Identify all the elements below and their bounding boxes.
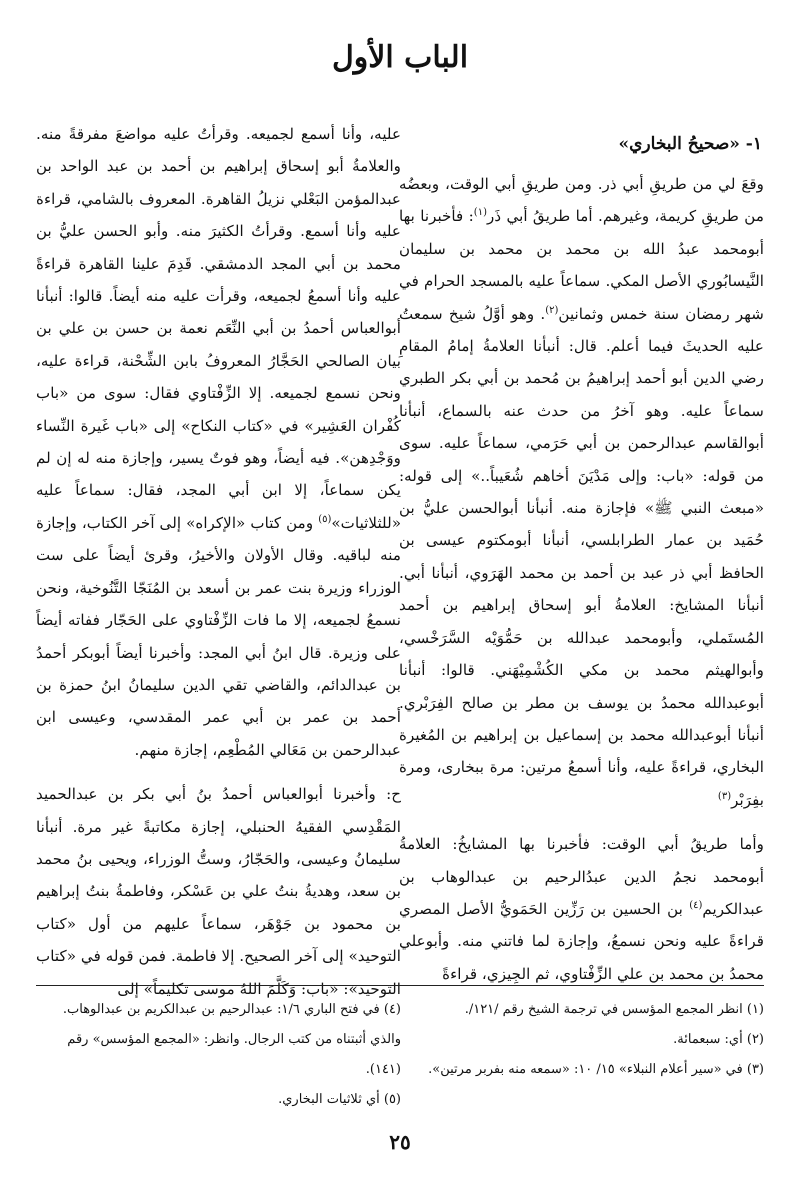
text-run: ح: وأخبرنا أبوالعباس أحمدُ بنُ أبي بكر بن عبدالحميد المَقْدِسي الفقيهُ الحنبلي، إجازة مكاتبةً غير مرة. أنبأنا سليمانُ وعيسى، والحَجّارُ، وستُّ الوزراء، ويحيى بنُ محمد بن سعد، وهديةُ بنتُ علي بن عَسْكر، وفاطمةُ بنتُ إبراهيم بن محمود بن جَوْهَر، سماعاً عليهم من أول «كتاب التوحيد» إلى آخر الصحيح. إلا فاطمة. فمن قوله في «كتاب التوحيد»: «باب: وَكَلَّمَ اللهُ موسى تكليماً» إلى xyxy=(36,785,401,998)
text-run: وقعَ لي من طريقِ أبي ذر. ومن طريقِ أبي الوقت، وبعضُه من طريقِ كريمة، وغيرهم. أما طريقُ أبي ذَر xyxy=(399,175,764,226)
footnote-divider xyxy=(399,985,764,986)
text-run: بن الحسين بن رَزِّين الحَمَويُّ الأصل المصري قراءةً عليه ونحن نسمعُ، وإجازة لما فاتني منه. وأبوعلي محمدُ بن محمد بن علي الزِّفْتاوي، ثم الجِيزي، قراءةً xyxy=(399,899,764,983)
footnote: (٣) في «سير أعلام النبلاء» ١٥/ ١٠: «سمعه منه بفربر مرتين». xyxy=(428,1062,764,1077)
text-run: . وهو أوَّلُ شيخ سمعتُ عليه الحديثَ فيما أعلم. قال: أنبأنا العلامةُ إمامُ المقامِ رضي الدين أبو أحمد إبراهيمُ بن مُحمد بن أبي بكر الطبري سماعاً عليه. وهو آخرُ من حدث عنه بالسماع، أنبأنا أبوالقاسم عبدالرحمن بن أبي حَرَمي، سماعاً عليه. سوى من قوله: «باب: وإلى مَدْيَنَ أخاهم شُعَيباً..» إلى قوله: «مبعث النبي ﷺ» فإجازة منه. أنبأنا أبوالحسن عليُّ بن حُمَيد بن عمار الطرابلسي، أنبأنا أبومكتوم عيسى بن الحافظ أبي ذر عبد بن أحمد بن محمد الهَرَوي، أنبأنا أبي. أنبأنا المشايخ: العلامةُ أبو إسحاق إبراهيم بن أحمد المُستَملي، وأبومحمد عبدالله بن حَمُّوَيْه السَّرَخْسي، وأبوالهيثم محمد بن مكي الكُشْمِيْهَني. قالوا: أنبأنا أبوعبدالله محمدُ بن يوسف بن مطر بن صالح الفِرَبْري. أنبأنا أبوعبدالله محمد بن إسماعيل بن إبراهيم بن المُغيرة البخاري، قراءةً عليه، وأنا أسمعُ مرتين: مرة ببخارى، ومرة بفِرَبْر xyxy=(399,304,764,809)
footnote-ref: (١) xyxy=(473,207,487,219)
paragraph xyxy=(399,828,764,990)
footnotes-left xyxy=(36,995,401,1115)
text-run: ومن كتاب «الإكراه» إلى آخر الكتاب، وإجازة منه لباقيه. وقال الأولان والأخيرُ، وقرئ أيضاً على ست الوزراء وزيرة بنت عمر بن أسعد بن المُنَجّا التَّنُوخية، ونحن نسمعُ لجميعه، إلا ما فات الزِّفْتاوي على الحَجّار ففاته أيضاً على وزيرة. قال ابنُ أبي المجد: وأخبرنا أيضاً أبوبكر أحمدُ بن عبدالدائم، والقاضي تقي الدين سليمانُ ابنُ حمزة بن أحمد بن عمر بن أبي عمر المقدسي، وعيسى ابن عبدالرحمن بن مَعَالي المُطْعِم، إجازة منهم. xyxy=(36,513,401,759)
paragraph xyxy=(36,118,401,766)
footnotes-right xyxy=(399,995,764,1085)
left-column xyxy=(36,118,401,998)
footnote-divider xyxy=(36,985,401,986)
footnote-ref: (٤) xyxy=(689,899,703,911)
text-run: : فأخبرنا بها أبومحمد عبدُ الله بن محمد بن محمد بن سليمان النَّيسابُوري الأصل المكي. سماعاً عليه بالمسجد الحرام في شهر رمضان سنة خمس وثمانين xyxy=(399,207,764,323)
footnote-ref: (٥) xyxy=(318,513,332,525)
footnote: (٥) أي ثلاثيات البخاري. xyxy=(278,1092,401,1107)
paragraph xyxy=(399,168,764,816)
page-number: ٢٥ xyxy=(389,1130,411,1154)
footnote-ref: (٢) xyxy=(545,304,559,316)
right-column xyxy=(399,118,764,983)
section-heading: ١- «صحيحُ البخاري» xyxy=(618,134,762,154)
footnote-ref: (٣) xyxy=(717,790,732,802)
text-run: وأما طريقُ أبي الوقت: فأخبرنا بها المشايخُ: العلامةُ أبومحمد نجمُ الدين عبدُالرحيم بن عبدالوهاب بن عبدالكريم xyxy=(399,835,764,918)
footnote: (٢) أي: سبعمائة. xyxy=(673,1032,764,1047)
chapter-title: الباب الأول xyxy=(331,40,469,75)
footnote: (٤) في فتح الباري ١/٦: عبدالرحيم بن عبدالكريم بن عبدالوهاب. والذي أثبتناه من كتب الرجال. وانظر: «المجمع المؤسس» رقم (١٤١). xyxy=(62,1002,401,1077)
text-run: عليه، وأنا أسمع لجميعه. وقرأتُ عليه مواضعَ مفرقةً منه. والعلامةُ أبو إسحاق إبراهيم بن أحمد بن عبد الواحد بن عبدالمؤمن البَعْلي نزيلُ القاهرة. المعروف بالشامي، قراءة عليه وأنا أسمع. وقرأتُ الكثيرَ منه. وأبو الحسن عليُّ بن محمد بن أبي المجد الدمشقي. قَدِمَ علينا القاهرة قراءةً عليه وأنا أسمعُ لجميعه، وقرأت عليه منه أيضاً. قالوا: أنبأنا أبوالعباس أحمدُ بن أبي النِّعَم نعمة بن حسن بن علي بن بيان الصالحي الحَجَّارُ المعروفُ بابن الشِّحْنة، قراءة عليه، ونحن نسمع لجميعه. إلا الزِّفْتاوي فقال: سوى من «باب كُفْران العَشِير» في «كتاب النكاح» إلى «باب غَيرة النِّساء ووَجْدِهن». فيه أيضاً، وهو فوتٌ يسير، وإجازة منه له إن لم يكن سماعاً، إلا ابن أبي المجد، فقال: سماعاً عليه «للثلاثيات» xyxy=(36,125,401,532)
paragraph xyxy=(36,778,401,1005)
footnote: (١) انظر المجمع المؤسس في ترجمة الشيخ رقم /١٢١/. xyxy=(464,1002,764,1017)
